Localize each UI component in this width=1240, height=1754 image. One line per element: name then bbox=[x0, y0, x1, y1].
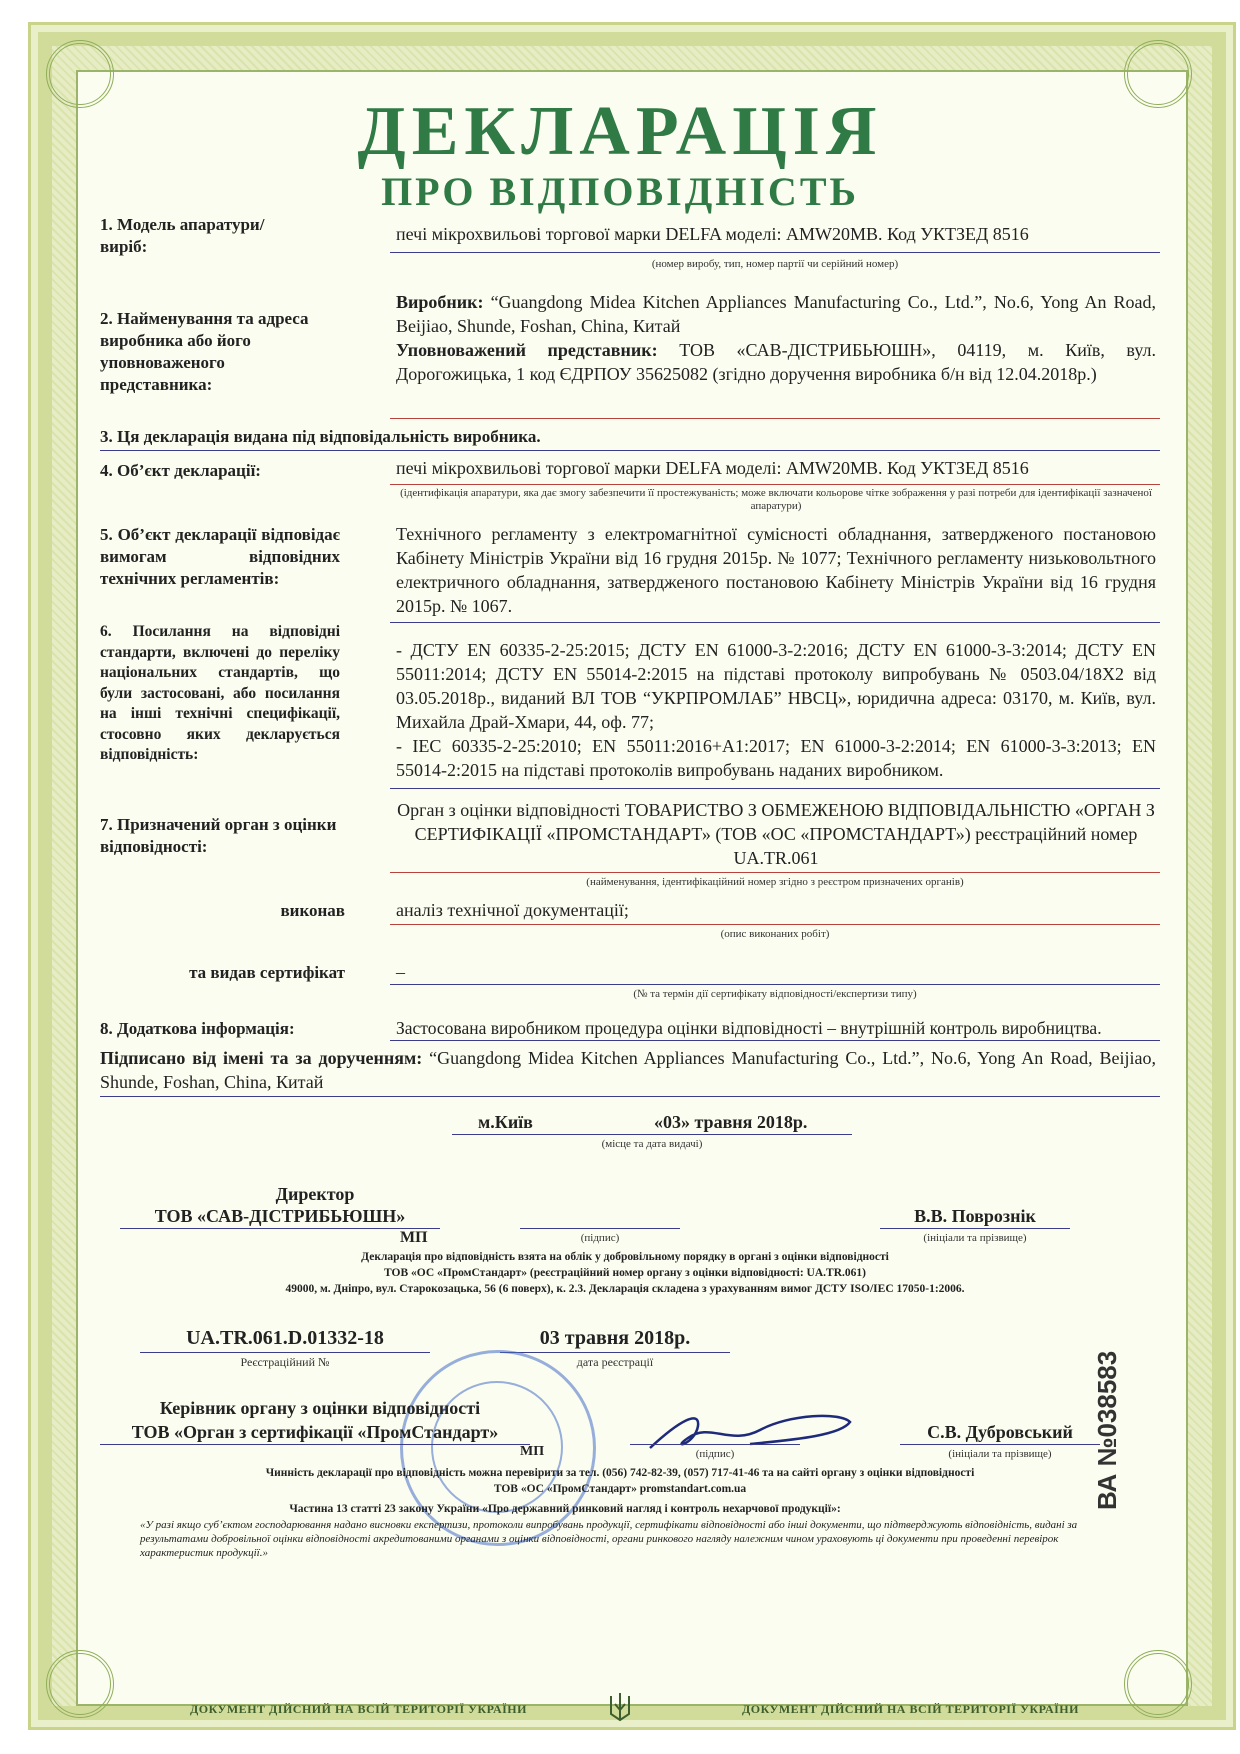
rule bbox=[140, 1352, 430, 1353]
registration-note-2: ТОВ «ОС «ПромСтандарт» (реєстраційний номер органу з оцінки відповідності: UA.TR.061) bbox=[384, 1267, 866, 1279]
section-3-label: 3. Ця декларація видана під відповідальність виробника. bbox=[100, 427, 541, 446]
performed-label: виконав bbox=[280, 901, 345, 920]
issue-date: «03» травня 2018р. bbox=[654, 1112, 808, 1132]
section-6-value-2: - IEC 60335-2-25:2010; EN 55011:2016+A1:2017; EN 61000-3-2:2014; EN 61000-3-3:2013; EN 55014-2:2015 на підставі протоколів випробувань наданих виробником. bbox=[396, 736, 1156, 780]
registration-number-note: Реєстраційний № bbox=[240, 1355, 330, 1369]
section-1-note: (номер виробу, тип, номер партії чи серійний номер) bbox=[651, 258, 899, 270]
rep-value: ТОВ «САВ-ДІСТРИБЬЮШН», 04119, м. Київ, вул. Дорогожицька, 1 код ЄДРПОУ 35625082 (згідно доручення виробника б/н від 12.04.2018р.) bbox=[396, 340, 1157, 384]
rule bbox=[390, 984, 1160, 985]
registration-note-3: 49000, м. Дніпро, вул. Старокозацька, 56 (6 поверх), к. 2.3. Декларація складена з урахуванням вимог ДСТУ ISO/IEC 17050-1:2006. bbox=[285, 1283, 965, 1295]
section-6-value-1: - ДСТУ EN 60335-2-25:2015; ДСТУ EN 61000-3-2:2016; ДСТУ EN 61000-3-3:2014; ДСТУ EN 55011:2014; ДСТУ EN 55014-2:2015 на підставі протоколу випробувань № 0503.04/18Х2 від 03.05.2018р., виданий ВЛ ТОВ “УКРПРОМЛАБ” НВСЦ», юридична адреса: 03170, м. Київ, вул. Михайла Драй-Хмари, 44, оф. 77; bbox=[396, 640, 1156, 732]
section-7-value: Орган з оцінки відповідності ТОВАРИСТВО З ОБМЕЖЕНОЮ ВІДПОВІДАЛЬНІСТЮ «ОРГАН З СЕРТИФІКАЦІЇ «ПРОМСТАНДАРТ» (ТОВ «ОС «ПРОМСТАНДАРТ») реєстраційний номер UA.TR.061 bbox=[397, 800, 1155, 868]
registration-date-note: дата реєстрації bbox=[576, 1355, 654, 1369]
director-name-note: (ініціали та прізвище) bbox=[923, 1232, 1027, 1244]
head-stamp-place: МП bbox=[520, 1444, 545, 1459]
registration-number: UA.TR.061.D.01332-18 bbox=[186, 1327, 384, 1349]
section-7-label: 7. Призначений орган з оцінки відповідності: bbox=[100, 815, 337, 856]
rule bbox=[390, 1040, 1160, 1041]
section-4-note: (ідентифікація апаратури, яка дає змогу забезпечити її простежуваність; може включати кольорове чітке зображення у разі потреби для ідентифікації зазначеної апаратури) bbox=[400, 487, 1152, 512]
rule bbox=[100, 1096, 1160, 1097]
rule bbox=[900, 1444, 1100, 1445]
rule bbox=[120, 1228, 440, 1229]
maker-value: “Guangdong Midea Kitchen Appliances Manufacturing Co., Ltd.”, No.6, Yong An Road, Beijiao, Shunde, Foshan, China, Китай bbox=[396, 292, 1157, 336]
director-name: В.В. Поврознік bbox=[914, 1206, 1036, 1226]
section-1-value: печі мікрохвильові торгової марки DELFA моделі: AMW20MB. Код УКТЗЕД 8516 bbox=[396, 224, 1029, 244]
performed-value: аналіз технічної документації; bbox=[396, 900, 629, 920]
rule bbox=[390, 622, 1160, 623]
rule bbox=[880, 1228, 1070, 1229]
certificate-label: та видав сертифікат bbox=[189, 963, 345, 982]
document-title: ДЕКЛАРАЦІЯ bbox=[357, 93, 883, 170]
performed-note: (опис виконаних робіт) bbox=[720, 928, 830, 940]
head-name: С.В. Дубровський bbox=[927, 1422, 1073, 1442]
rule bbox=[100, 1444, 530, 1445]
verification-note-1: Чинність декларації про відповідність можна перевірити за тел. (056) 742-82-39, (057) 717-41-46 та на сайті органу з оцінки відповідності bbox=[265, 1467, 975, 1479]
section-2-value bbox=[396, 290, 1156, 386]
rule bbox=[390, 252, 1160, 253]
certificate-note: (№ та термін дії сертифікату відповідності/експертизи типу) bbox=[633, 988, 917, 1000]
section-4-label: 4. Об’єкт декларації: bbox=[100, 461, 261, 480]
section-5-label: 5. Об’єкт декларації відповідає вимогам відповідних технічних регламентів: bbox=[100, 525, 340, 588]
corner-ornament-icon bbox=[1124, 1650, 1192, 1718]
registration-note-1: Декларація про відповідність взята на облік у добровільному порядку в органі з оцінки відповідності bbox=[361, 1251, 889, 1263]
rule bbox=[390, 418, 1160, 419]
rule bbox=[390, 872, 1160, 873]
signed-on-behalf bbox=[100, 1046, 1156, 1094]
director-stamp-place: МП bbox=[400, 1229, 428, 1246]
maker-label: Виробник: bbox=[396, 292, 484, 312]
signature-line bbox=[520, 1228, 680, 1229]
signed-label: Підписано від імені та за дорученням: bbox=[100, 1048, 423, 1068]
section-5-value: Технічного регламенту з електромагнітної сумісності обладнання, затвердженого постановою Кабінету Міністрів України від 16 грудня 2015р. № 1077; Технічного регламенту низьковольтного електричного обладнання, затвердженого постановою Кабінету Міністрів України від 16 грудня 2015р. № 1067. bbox=[396, 524, 1156, 616]
rule bbox=[390, 924, 1160, 925]
rule bbox=[500, 1352, 730, 1353]
section-2-label: 2. Найменування та адреса виробника або його уповноваженого представника: bbox=[100, 309, 309, 394]
section-7-note: (найменування, ідентифікаційний номер згідно з реєстром призначених органів) bbox=[586, 876, 964, 888]
rule bbox=[390, 484, 1160, 485]
head-name-note: (ініціали та прізвище) bbox=[948, 1448, 1052, 1460]
rule bbox=[390, 788, 1160, 789]
rule bbox=[452, 1134, 852, 1135]
section-4-value: печі мікрохвильові торгової марки DELFA моделі: AMW20MB. Код УКТЗЕД 8516 bbox=[396, 458, 1029, 478]
section-1-label: 1. Модель апаратури/виріб: bbox=[100, 215, 265, 256]
director-title: Директор bbox=[275, 1184, 355, 1204]
issue-city: м.Київ bbox=[478, 1112, 533, 1132]
signature-line bbox=[630, 1444, 800, 1445]
registration-date: 03 травня 2018р. bbox=[539, 1327, 691, 1349]
head-title: Керівник органу з оцінки відповідності bbox=[159, 1398, 481, 1418]
document-subtitle: ПРО ВІДПОВІДНІСТЬ bbox=[381, 169, 859, 214]
head-sign-note: (підпис) bbox=[695, 1448, 735, 1460]
section-8-value: Застосована виробником процедура оцінки відповідності – внутрішній контроль виробництва. bbox=[396, 1018, 1102, 1038]
organ-stamp-icon bbox=[400, 1350, 596, 1546]
trident-emblem-icon bbox=[605, 1690, 635, 1726]
footer-left: ДОКУМЕНТ ДІЙСНИЙ НА ВСІЙ ТЕРИТОРІЇ УКРАЇНИ bbox=[190, 1702, 527, 1716]
signed-value: “Guangdong Midea Kitchen Appliances Manufacturing Co., Ltd.”, No.6, Yong An Road, Beijiao, Shunde, Foshan, China, Китай bbox=[100, 1048, 1157, 1092]
serial-number: ВА №038583 bbox=[1092, 1350, 1122, 1510]
rule bbox=[100, 450, 1160, 451]
corner-ornament-icon bbox=[46, 1650, 114, 1718]
certificate-value: – bbox=[396, 962, 405, 982]
section-6-label: 6. Посилання на відповідні стандарти, включені до переліку національних стандартів, що були застосовані, або посилання на інші технічні специфікації, стосовно яких декларується відповідність: bbox=[100, 623, 340, 763]
issue-note: (місце та дата видачі) bbox=[601, 1138, 703, 1150]
rep-label: Уповноважений представник: bbox=[396, 340, 658, 360]
law-text: «У разі якщо суб’єктом господарювання надано висновки експертизи, протоколи випробувань продукції, сертифікати відповідності або інші документи, що підтверджують відповідність, видані за результатами добровільної оцінки відповідності акредитованими органами з оцінки відповідності, органи ринкового нагляду належним чином ураховують ці документи при проведенні перевірок характеристик продукції.» bbox=[140, 1519, 1078, 1559]
head-org: ТОВ «Орган з сертифікації «ПромСтандарт» bbox=[131, 1422, 499, 1442]
section-8-label: 8. Додаткова інформація: bbox=[100, 1019, 295, 1038]
director-sign-note: (підпис) bbox=[580, 1232, 620, 1244]
footer-right: ДОКУМЕНТ ДІЙСНИЙ НА ВСІЙ ТЕРИТОРІЇ УКРАЇНИ bbox=[742, 1702, 1079, 1716]
verification-note-2: ТОВ «ОС «ПромСтандарт» promstandart.com.ua bbox=[493, 1483, 747, 1495]
director-org: ТОВ «САВ-ДІСТРИБЬЮШН» bbox=[154, 1206, 406, 1226]
law-title: Частина 13 статті 23 закону України «Про державний ринковий нагляд і контроль нехарчової продукції»: bbox=[289, 1503, 841, 1515]
